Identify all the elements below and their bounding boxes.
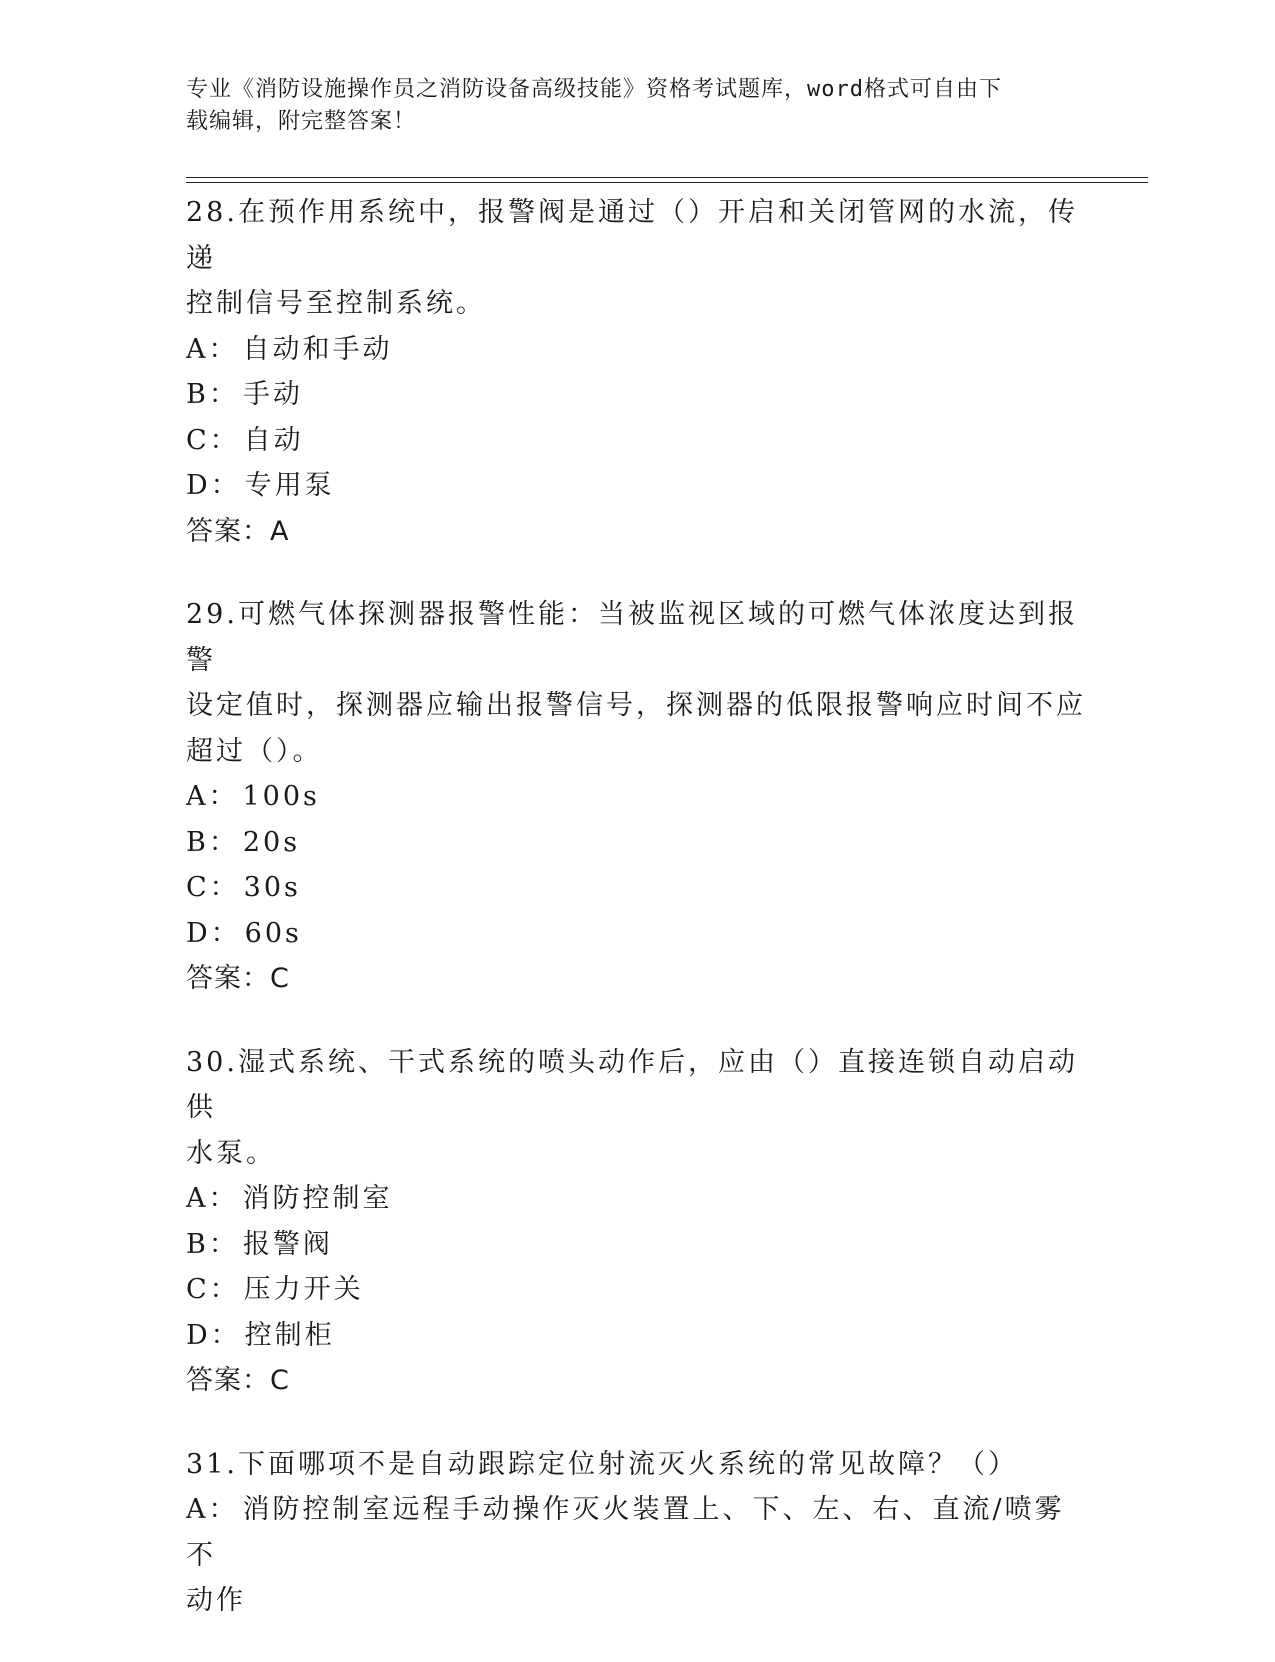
option-key: B：: [186, 379, 239, 410]
question-stem: [186, 190, 1086, 327]
option-c: [186, 865, 1086, 911]
question-28: [186, 190, 1086, 554]
document-header: [186, 74, 1066, 138]
option-text: 60s: [244, 917, 302, 949]
option-text: 30s: [243, 872, 301, 903]
stem-line: 28.在预作用系统中，报警阀是通过（）开启和关闭管网的水流，传递: [186, 197, 1078, 274]
option-a: [186, 327, 1086, 373]
option-b: [186, 1222, 1086, 1268]
option-d: [186, 463, 1086, 509]
option-text: 专用泵: [244, 470, 335, 501]
option-key: A：: [186, 1183, 239, 1214]
option-text: 压力开关: [243, 1274, 364, 1305]
stem-line: 31.下面哪项不是自动跟踪定位射流灭火系统的常见故障？（）: [186, 1448, 1018, 1480]
question-31: [186, 1442, 1086, 1624]
option-b: [186, 820, 1086, 866]
option-d: [186, 911, 1086, 957]
option-key: D：: [186, 1319, 241, 1351]
option-text: 自动: [243, 424, 304, 456]
header-divider-bottom: [186, 182, 1148, 183]
header-line-2: 载编辑，附完整答案！: [186, 109, 417, 134]
option-key: D：: [186, 470, 241, 501]
option-a: [186, 1487, 1086, 1578]
stem-line: 30.湿式系统、干式系统的喷头动作后，应由（）直接连锁自动启动供: [186, 1046, 1078, 1123]
question-stem: [186, 1040, 1086, 1177]
question-30: [186, 1040, 1086, 1404]
option-c: [186, 418, 1086, 464]
option-text: 报警阀: [242, 1228, 333, 1260]
option-key: C：: [186, 424, 240, 456]
header-divider-top: [186, 177, 1148, 178]
stem-line: 29.可燃气体探测器报警性能：当被监视区域的可燃气体浓度达到报警: [186, 599, 1078, 676]
option-text: 手动: [242, 379, 303, 410]
option-key: A：: [186, 781, 239, 812]
question-29: [186, 592, 1086, 1002]
option-key: A：: [186, 1494, 239, 1525]
option-a: [186, 774, 1086, 820]
option-key: A：: [186, 333, 239, 365]
answer: 答案：A: [186, 515, 290, 547]
option-text: 20s: [242, 826, 301, 858]
option-a-continuation: 动作: [186, 1585, 246, 1616]
stem-line: 水泵。: [186, 1137, 276, 1169]
question-stem: [186, 1442, 1086, 1488]
option-key: C：: [186, 872, 240, 903]
stem-line: 控制信号至控制系统。: [186, 288, 486, 319]
option-b: [186, 372, 1086, 418]
option-text: 消防控制室: [242, 1183, 393, 1214]
option-text: 控制柜: [244, 1319, 335, 1351]
stem-line: 超过（）。: [186, 735, 323, 767]
option-c: [186, 1267, 1086, 1313]
option-key: D：: [186, 917, 241, 949]
option-a: [186, 1176, 1086, 1222]
option-d: [186, 1313, 1086, 1359]
header-line-1: 专业《消防设施操作员之消防设备高级技能》资格考试题库，word格式可自由下: [186, 77, 1002, 102]
answer: 答案：C: [186, 1365, 290, 1396]
answer: 答案：C: [186, 963, 290, 994]
option-text: 消防控制室远程手动操作灭火装置上、下、左、右、直流/喷雾不: [186, 1494, 1065, 1571]
stem-line: 设定值时，探测器应输出报警信号，探测器的低限报警响应时间不应: [186, 690, 1086, 721]
option-text: 自动和手动: [242, 333, 393, 365]
option-key: B：: [186, 1228, 239, 1260]
question-list: [186, 190, 1086, 1662]
question-stem: [186, 592, 1086, 774]
option-text: 100s: [242, 781, 320, 812]
option-key: B：: [186, 826, 239, 858]
option-key: C：: [186, 1274, 240, 1305]
